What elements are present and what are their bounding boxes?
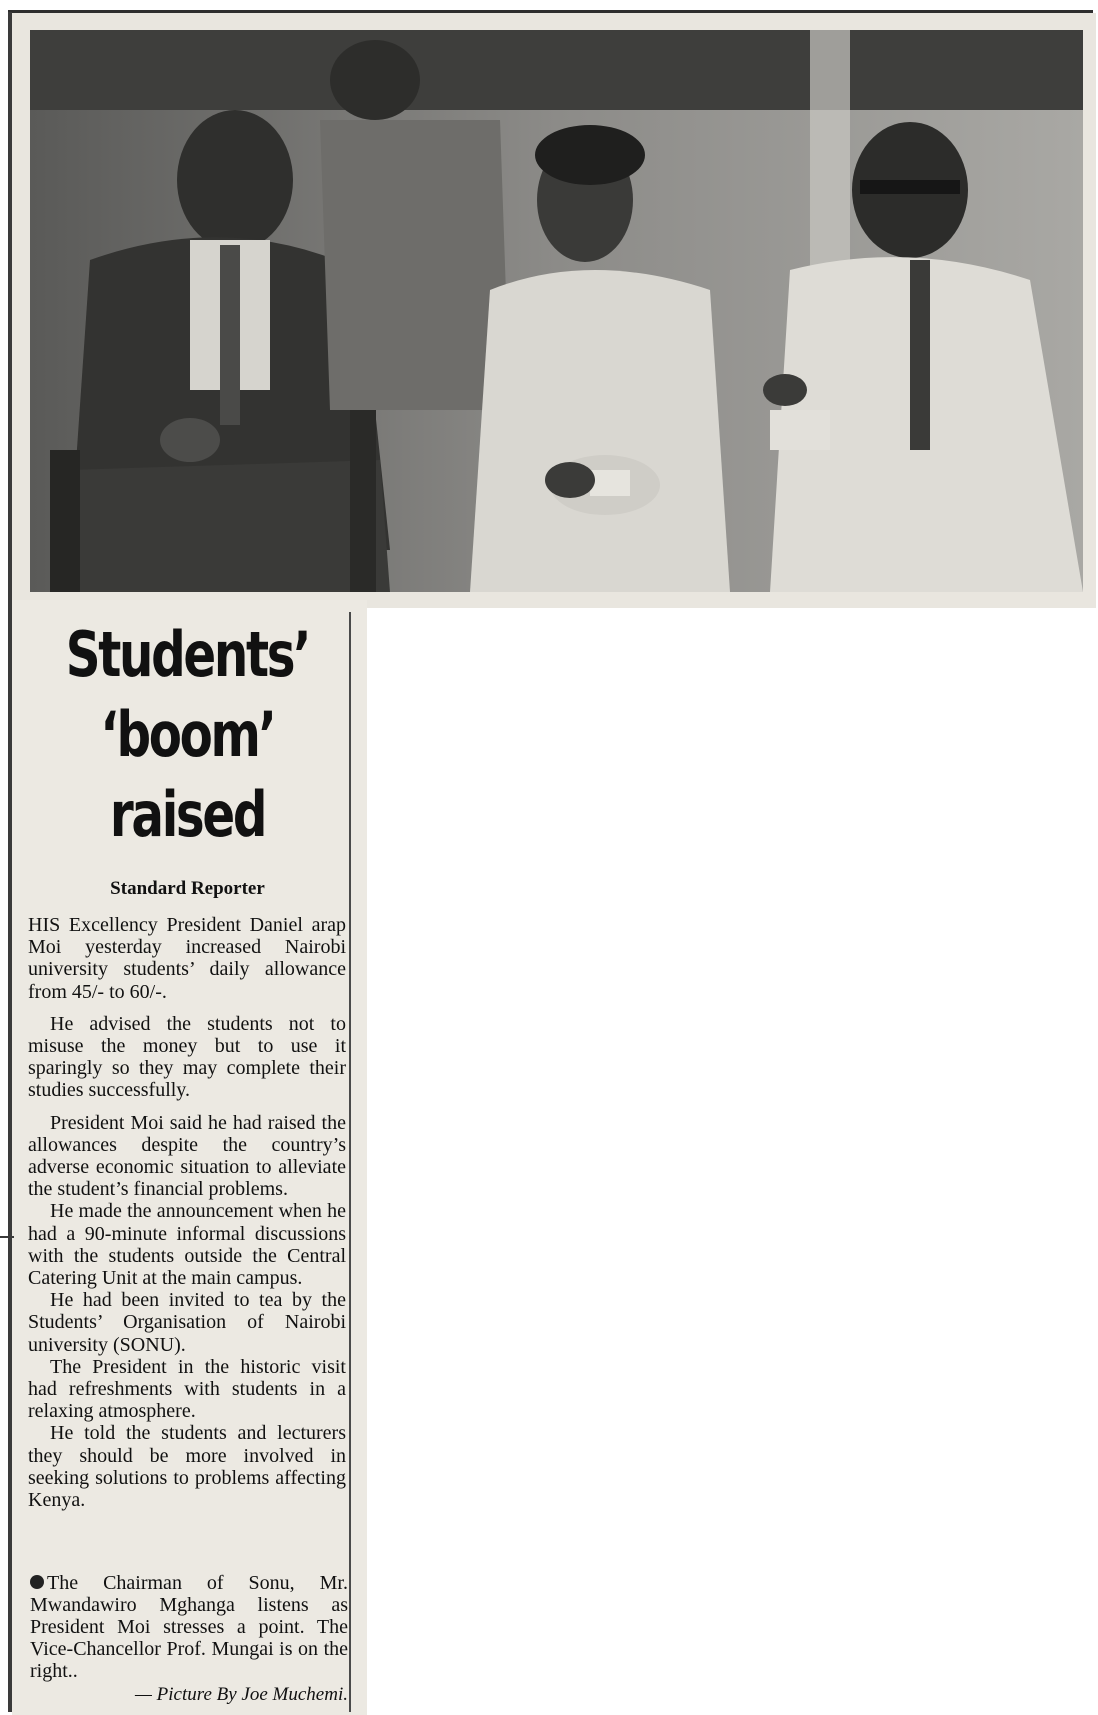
paragraph: He had been invited to tea by the Students’ Organisation of Nairobi university (SONU). bbox=[28, 1289, 346, 1356]
byline: Standard Reporter bbox=[110, 878, 265, 899]
headline bbox=[65, 615, 311, 855]
left-tick bbox=[0, 1236, 14, 1238]
news-photograph bbox=[30, 30, 1083, 592]
caption-text: The Chairman of Sonu, Mr. Mwandawiro Mghanga listens as President Moi stresses a point. The Vice-Chancellor Prof. Mungai is on the right.. bbox=[30, 1572, 348, 1682]
headline-line-3: raised bbox=[109, 778, 266, 851]
paragraph: He told the students and lecturers they should be more involved in seeking solutions to problems affecting Kenya. bbox=[28, 1422, 346, 1512]
article-body bbox=[28, 914, 346, 1511]
headline-line-1: Students’ bbox=[65, 618, 310, 691]
paragraph: President Moi said he had raised the allowances despite the country’s adverse economic situation to alleviate the student’s financial problems. bbox=[28, 1111, 346, 1201]
headline-line-2: ‘boom’ bbox=[100, 698, 275, 771]
paragraph: He made the announcement when he had a 90-minute informal discussions with the students outside the Central Catering Unit at the main campus. bbox=[28, 1200, 346, 1290]
top-rule bbox=[8, 10, 1093, 13]
photo-credit: — Picture By Joe Muchemi. bbox=[135, 1684, 348, 1705]
bullet-icon bbox=[30, 1575, 44, 1589]
paragraph: The President in the historic visit had refreshments with students in a relaxing atmosphere. bbox=[28, 1355, 346, 1423]
paragraph: He advised the students not to misuse the money but to use it sparingly so they may complete their studies successfully. bbox=[28, 1012, 346, 1102]
paragraph: HIS Excellency President Daniel arap Moi yesterday increased Nairobi university students’ daily allowance from 45/- to 60/-. bbox=[28, 914, 346, 1003]
photo-caption bbox=[30, 1572, 348, 1682]
column-rule bbox=[349, 612, 351, 1712]
left-rule bbox=[8, 12, 12, 1712]
